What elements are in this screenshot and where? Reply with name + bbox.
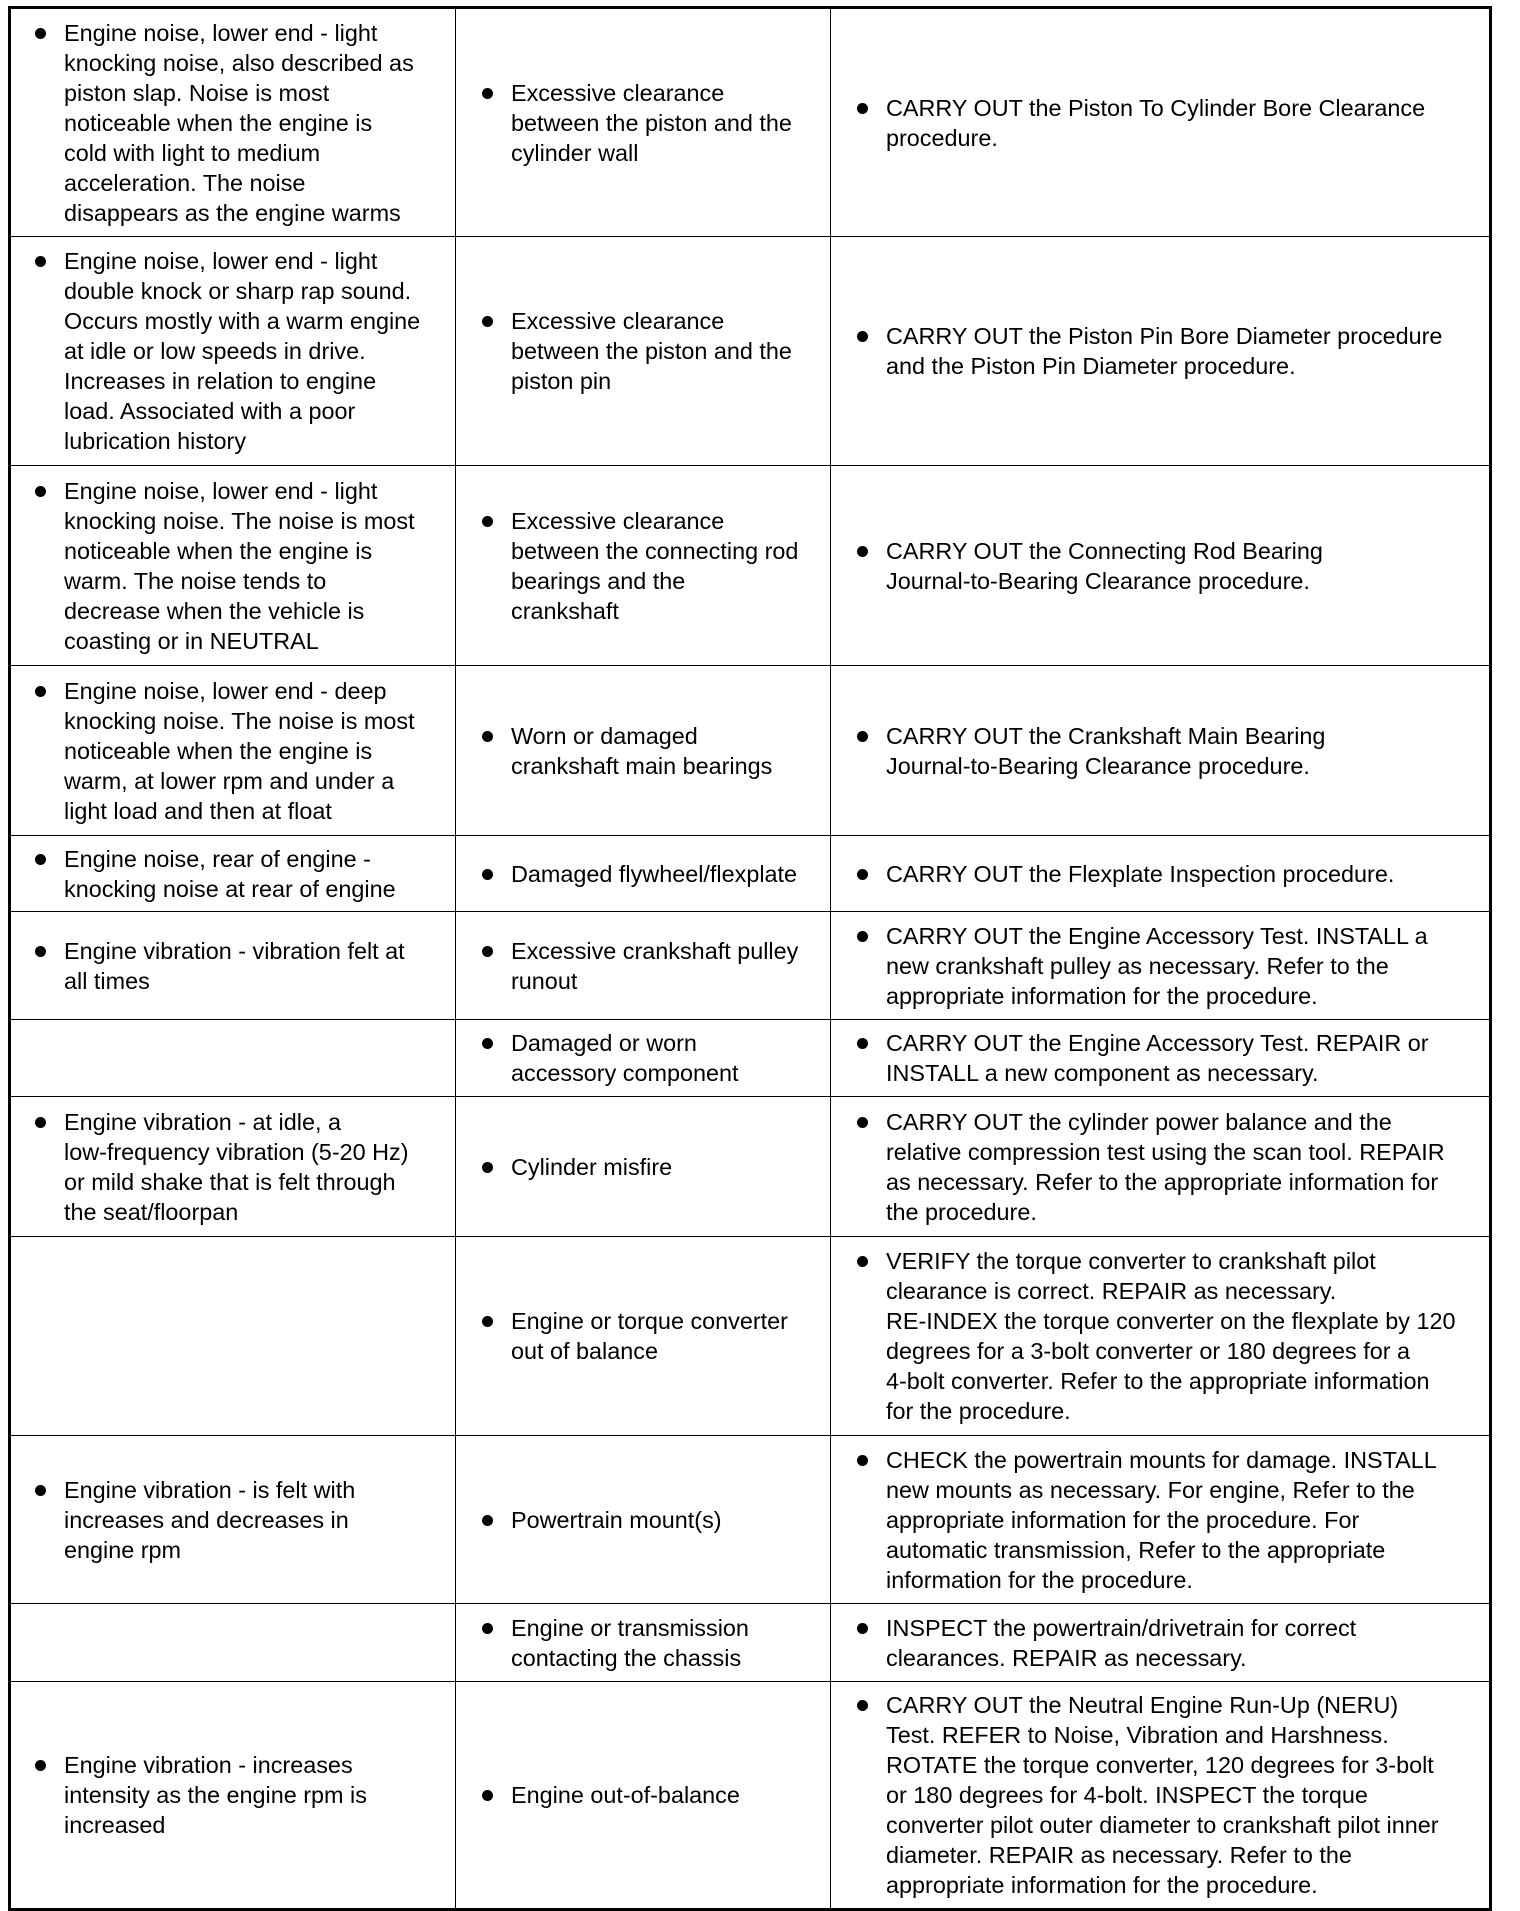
bullet-icon <box>857 731 868 742</box>
symptom-text: Engine vibration - increases intensity as the engine rpm is increased <box>64 1752 367 1838</box>
table-row <box>10 237 1491 466</box>
bullet-icon <box>857 1700 868 1711</box>
bullet-icon <box>35 1117 46 1128</box>
bullet-icon <box>482 731 493 742</box>
action-cell <box>831 912 1491 1020</box>
bullet-icon <box>482 316 493 327</box>
bullet-icon <box>482 1790 493 1801</box>
bullet-icon <box>35 256 46 267</box>
bullet-icon <box>857 1455 868 1466</box>
symptom-cell <box>10 836 456 912</box>
action-cell <box>831 8 1491 237</box>
symptom-cell <box>10 237 456 466</box>
table-row <box>10 1020 1491 1097</box>
cause-text: Damaged or worn accessory component <box>511 1030 739 1086</box>
action-text: CARRY OUT the Flexplate Inspection procedure. <box>886 860 1395 887</box>
diagnosis-table <box>8 6 1492 1911</box>
symptom-text: Engine noise, rear of engine - knocking noise at rear of engine <box>64 845 396 902</box>
cause-text: Excessive clearance between the piston and the piston pin <box>511 308 792 394</box>
symptom-text: Engine vibration - vibration felt at all times <box>64 937 405 994</box>
action-text: CHECK the powertrain mounts for damage. INSTALL new mounts as necessary. For engine, Refer to the appropriate information for the procedure. For automatic transmission, Refer to the appropriate information for the procedure. <box>886 1446 1437 1593</box>
bullet-icon <box>857 931 868 942</box>
action-cell <box>831 1436 1491 1604</box>
bullet-icon <box>857 869 868 880</box>
cause-cell <box>456 1604 831 1682</box>
symptom-cell <box>10 666 456 836</box>
bullet-icon <box>857 103 868 114</box>
cause-cell <box>456 836 831 912</box>
symptom-cell <box>10 466 456 666</box>
symptom-cell <box>10 1436 456 1604</box>
bullet-icon <box>857 1038 868 1049</box>
action-cell <box>831 1237 1491 1436</box>
cause-cell <box>456 912 831 1020</box>
bullet-icon <box>857 1256 868 1267</box>
bullet-icon <box>482 1038 493 1049</box>
bullet-icon <box>482 1316 493 1327</box>
cause-cell <box>456 666 831 836</box>
action-text: CARRY OUT the Connecting Rod Bearing Journal-to-Bearing Clearance procedure. <box>886 537 1323 594</box>
action-cell <box>831 836 1491 912</box>
bullet-icon <box>482 516 493 527</box>
cause-text: Damaged flywheel/flexplate <box>511 860 798 887</box>
action-cell <box>831 1604 1491 1682</box>
cause-text: Excessive clearance between the piston and the cylinder wall <box>511 79 792 166</box>
cause-cell <box>456 1097 831 1237</box>
symptom-text: Engine noise, lower end - light double knock or sharp rap sound. Occurs mostly with a warm engine at idle or low speeds in drive. Increases in relation to engine load. Associated with a poor lubrication history <box>64 248 421 454</box>
bullet-icon <box>482 1162 493 1173</box>
bullet-icon <box>35 854 46 865</box>
symptom-text: Engine noise, lower end - light knocking noise, also described as piston slap. Noise is most noticeable when the engine is cold with light to medium acceleration. The noise disappears as the engine warms <box>64 19 414 226</box>
symptom-cell <box>10 1237 456 1436</box>
symptom-cell <box>10 1604 456 1682</box>
symptom-text: Engine noise, lower end - light knocking noise. The noise is most noticeable when the engine is warm. The noise tends to decrease when the vehicle is coasting or in NEUTRAL <box>64 477 415 654</box>
bullet-icon <box>35 486 46 497</box>
table-row <box>10 1682 1491 1910</box>
table-row <box>10 1097 1491 1237</box>
table-row <box>10 1436 1491 1604</box>
cause-cell <box>456 8 831 237</box>
cause-text: Worn or damaged crankshaft main bearings <box>511 722 773 779</box>
action-cell <box>831 1020 1491 1097</box>
cause-cell <box>456 466 831 666</box>
action-text: CARRY OUT the Piston To Cylinder Bore Clearance procedure. <box>886 94 1426 151</box>
cause-cell <box>456 1237 831 1436</box>
action-cell <box>831 237 1491 466</box>
action-cell <box>831 666 1491 836</box>
bullet-icon <box>35 1760 46 1771</box>
action-text: CARRY OUT the Crankshaft Main Bearing Journal-to-Bearing Clearance procedure. <box>886 722 1326 779</box>
symptom-cell <box>10 912 456 1020</box>
bullet-icon <box>857 1623 868 1634</box>
table-row <box>10 8 1491 237</box>
bullet-icon <box>857 1117 868 1128</box>
bullet-icon <box>482 1515 493 1526</box>
cause-cell <box>456 237 831 466</box>
cause-text: Engine or transmission contacting the chassis <box>511 1614 749 1671</box>
table-row <box>10 836 1491 912</box>
cause-cell <box>456 1020 831 1097</box>
cause-cell <box>456 1436 831 1604</box>
bullet-icon <box>35 686 46 697</box>
bullet-icon <box>857 546 868 557</box>
table-row <box>10 466 1491 666</box>
action-text: INSPECT the powertrain/drivetrain for correct clearances. REPAIR as necessary. <box>886 1614 1357 1671</box>
symptom-cell <box>10 1020 456 1097</box>
symptom-cell <box>10 1097 456 1237</box>
cause-text: Engine out-of-balance <box>511 1782 740 1808</box>
symptom-text: Engine vibration - at idle, a low-frequency vibration (5-20 Hz) or mild shake that is felt through the seat/floorpan <box>64 1108 409 1225</box>
action-text: VERIFY the torque converter to crankshaft pilot clearance is correct. REPAIR as necessary. RE-INDEX the torque converter on the flexplate by 120 degrees for a 3-bolt converter or 180 degrees for a 4-bolt converter. Refer to the appropriate information for the procedure. <box>886 1248 1456 1424</box>
cause-cell <box>456 1682 831 1910</box>
action-text: CARRY OUT the Piston Pin Bore Diameter procedure and the Piston Pin Diameter procedure. <box>886 323 1443 379</box>
bullet-icon <box>482 88 493 99</box>
bullet-icon <box>35 28 46 39</box>
bullet-icon <box>857 331 868 342</box>
action-cell <box>831 466 1491 666</box>
action-cell <box>831 1682 1491 1910</box>
bullet-icon <box>35 946 46 957</box>
table-row <box>10 666 1491 836</box>
bullet-icon <box>35 1485 46 1496</box>
cause-text: Excessive clearance between the connecting rod bearings and the crankshaft <box>511 507 799 624</box>
bullet-icon <box>482 946 493 957</box>
bullet-icon <box>482 1623 493 1634</box>
action-cell <box>831 1097 1491 1237</box>
action-text: CARRY OUT the Neutral Engine Run-Up (NERU) Test. REFER to Noise, Vibration and Harshness. ROTATE the torque converter, 120 degrees for 3-bolt or 180 degrees for 4-bolt. INSPECT the torque converter pilot outer diameter to crankshaft pilot inner diameter. REPAIR as necessary. Refer to the appropriate information for the procedure. <box>886 1692 1439 1898</box>
bullet-icon <box>482 869 493 880</box>
table-row <box>10 1237 1491 1436</box>
cause-text: Engine or torque converter out of balance <box>511 1308 788 1364</box>
table-row <box>10 912 1491 1020</box>
action-text: CARRY OUT the Engine Accessory Test. REPAIR or INSTALL a new component as necessary. <box>886 1030 1429 1086</box>
symptom-cell <box>10 1682 456 1910</box>
table-row <box>10 1604 1491 1682</box>
action-text: CARRY OUT the cylinder power balance and the relative compression test using the scan tool. REPAIR as necessary. Refer to the appropriate information for the procedure. <box>886 1108 1445 1225</box>
cause-text: Powertrain mount(s) <box>511 1506 722 1533</box>
cause-text: Excessive crankshaft pulley runout <box>511 937 799 994</box>
symptom-text: Engine noise, lower end - deep knocking noise. The noise is most noticeable when the engine is warm, at lower rpm and under a light load and then at float <box>64 677 415 824</box>
symptom-text: Engine vibration - is felt with increases and decreases in engine rpm <box>64 1476 356 1563</box>
symptom-cell <box>10 8 456 237</box>
action-text: CARRY OUT the Engine Accessory Test. INSTALL a new crankshaft pulley as necessary. Refer to the appropriate information for the procedure. <box>886 922 1428 1009</box>
cause-text: Cylinder misfire <box>511 1153 673 1180</box>
